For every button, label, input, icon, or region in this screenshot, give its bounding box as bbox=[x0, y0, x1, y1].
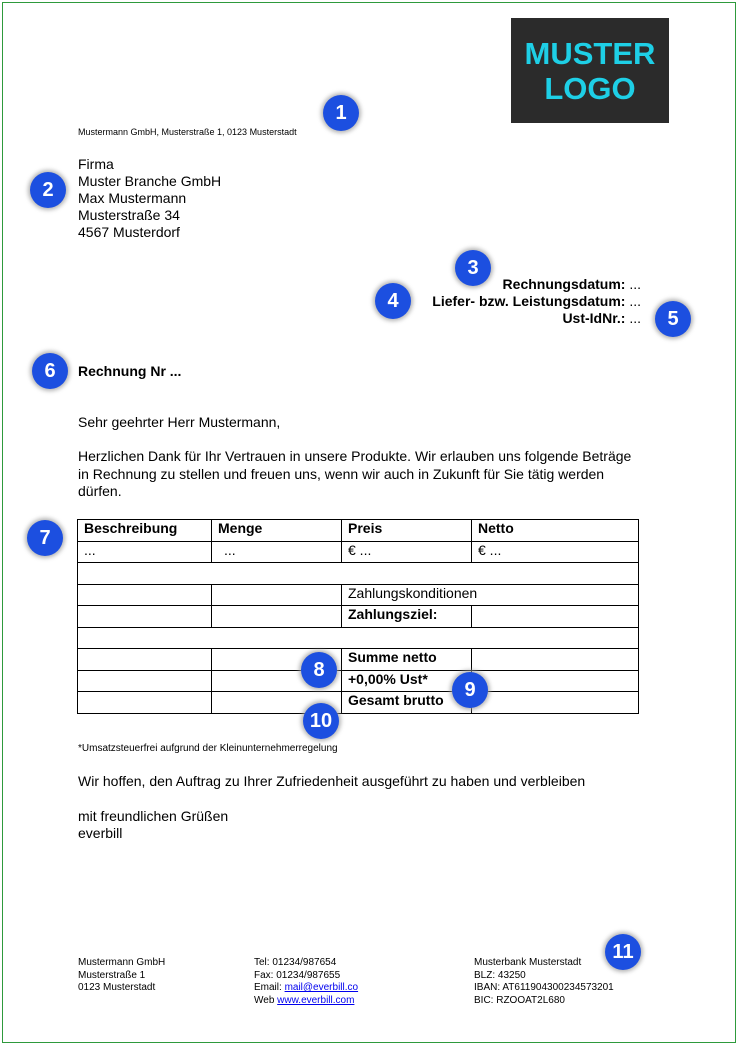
footer-tel: Tel: 01234/987654 bbox=[254, 957, 337, 968]
annotation-badge: 11 bbox=[605, 934, 641, 970]
payment-terms-cell: Zahlungskonditionen bbox=[342, 584, 639, 606]
vat-id-row bbox=[432, 310, 641, 327]
annotation-badge: 2 bbox=[30, 172, 66, 208]
footer-company bbox=[78, 957, 165, 995]
footer-line: IBAN: AT611904300234573201 bbox=[474, 982, 614, 994]
logo-line-1: MUSTER bbox=[524, 35, 656, 71]
invoice-date-value: ... bbox=[629, 276, 641, 292]
gross-total-label: Gesamt brutto bbox=[342, 692, 472, 714]
footer-fax: Fax: 01234/987655 bbox=[254, 969, 341, 981]
vat-value bbox=[472, 670, 639, 692]
table-cell: € ... bbox=[342, 541, 472, 563]
table-cell bbox=[78, 563, 639, 585]
table-row bbox=[78, 649, 639, 671]
gross-total-value bbox=[472, 692, 639, 714]
footer-line: BIC: RZOOAT2L680 bbox=[474, 995, 565, 1007]
annotation-badge: 9 bbox=[452, 672, 488, 708]
invoice-date-label: Rechnungsdatum: bbox=[502, 276, 626, 292]
footer-line: BLZ: 43250 bbox=[474, 969, 526, 981]
table-header: Beschreibung bbox=[78, 520, 212, 542]
company-logo bbox=[511, 18, 669, 123]
sender-line: Mustermann GmbH, Musterstraße 1, 0123 Musterstadt bbox=[78, 127, 297, 137]
recipient-line: Firma bbox=[78, 156, 114, 172]
vat-id-label: Ust-IdNr.: bbox=[562, 310, 626, 326]
footer-line: 0123 Musterstadt bbox=[78, 982, 156, 994]
signature-name: everbill bbox=[78, 825, 123, 841]
table-cell bbox=[78, 627, 639, 649]
footer-contact bbox=[254, 957, 358, 1008]
recipient-address bbox=[78, 156, 221, 241]
annotation-badge: 10 bbox=[303, 703, 339, 739]
table-cell bbox=[78, 606, 212, 628]
table-cell bbox=[212, 584, 342, 606]
salutation: Sehr geehrter Herr Mustermann, bbox=[78, 414, 281, 430]
annotation-badge: 6 bbox=[32, 353, 68, 389]
delivery-date-value: ... bbox=[629, 293, 641, 309]
delivery-date-row bbox=[432, 293, 641, 310]
table-header-row bbox=[78, 520, 639, 542]
table-cell: € ... bbox=[472, 541, 639, 563]
table-row-empty bbox=[78, 627, 639, 649]
table-row bbox=[78, 584, 639, 606]
footer-email-row bbox=[254, 982, 358, 995]
annotation-badge: 1 bbox=[323, 95, 359, 131]
table-cell: ... bbox=[78, 541, 212, 563]
footer-web-link[interactable]: www.everbill.com bbox=[277, 995, 355, 1007]
table-cell bbox=[212, 606, 342, 628]
recipient-line: Muster Branche GmbH bbox=[78, 173, 222, 189]
table-cell bbox=[78, 649, 212, 671]
annotation-badge: 4 bbox=[375, 283, 411, 319]
table-header: Preis bbox=[342, 520, 472, 542]
footer-email-label: Email: bbox=[254, 982, 285, 994]
recipient-line: 4567 Musterdorf bbox=[78, 224, 180, 240]
table-row bbox=[78, 606, 639, 628]
footer-line: Musterstraße 1 bbox=[78, 969, 146, 981]
table-row bbox=[78, 692, 639, 714]
vat-id-value: ... bbox=[629, 310, 641, 326]
invoice-title: Rechnung Nr ... bbox=[78, 363, 182, 379]
annotation-badge: 8 bbox=[301, 652, 337, 688]
table-cell bbox=[78, 670, 212, 692]
footer-line: Mustermann GmbH bbox=[78, 957, 166, 968]
tax-note: *Umsatzsteuerfrei aufgrund der Kleinunternehmerregelung bbox=[78, 743, 338, 754]
logo-line-2: LOGO bbox=[544, 70, 636, 106]
vat-label: +0,00% Ust* bbox=[342, 670, 472, 692]
greeting bbox=[78, 808, 228, 842]
table-row bbox=[78, 541, 639, 563]
annotation-badge: 7 bbox=[27, 520, 63, 556]
delivery-date-label: Liefer- bzw. Leistungsdatum: bbox=[432, 293, 626, 309]
table-cell bbox=[78, 584, 212, 606]
annotation-badge: 5 bbox=[655, 301, 691, 337]
greeting-line: mit freundlichen Grüßen bbox=[78, 808, 229, 824]
table-header: Netto bbox=[472, 520, 639, 542]
annotation-badge: 3 bbox=[455, 250, 491, 286]
table-cell: ... bbox=[212, 541, 342, 563]
payment-due-value bbox=[472, 606, 639, 628]
footer-line: Musterbank Musterstadt bbox=[474, 957, 582, 968]
footer-web-label: Web bbox=[254, 995, 278, 1007]
sum-net-label: Summe netto bbox=[342, 649, 472, 671]
sum-net-value bbox=[472, 649, 639, 671]
table-row-empty bbox=[78, 563, 639, 585]
table-row bbox=[78, 670, 639, 692]
footer-bank bbox=[474, 957, 614, 1008]
recipient-line: Max Mustermann bbox=[78, 190, 187, 206]
payment-due-label: Zahlungsziel: bbox=[342, 606, 472, 628]
intro-text: Herzlichen Dank für Ihr Vertrauen in unsere Produkte. Wir erlauben uns folgende Beträge in Rechnung zu stellen und freuen uns, wenn wir auch in Zukunft für Sie tätig werden dürfen. bbox=[78, 448, 632, 499]
footer-web-row bbox=[254, 995, 358, 1008]
closing-text: Wir hoffen, den Auftrag zu Ihrer Zufriedenheit ausgeführt zu haben und verbleiben bbox=[78, 773, 586, 789]
table-header: Menge bbox=[212, 520, 342, 542]
footer-email-link[interactable]: mail@everbill.co bbox=[284, 982, 359, 994]
recipient-line: Musterstraße 34 bbox=[78, 207, 180, 223]
table-cell bbox=[78, 692, 212, 714]
invoice-table bbox=[77, 519, 639, 714]
